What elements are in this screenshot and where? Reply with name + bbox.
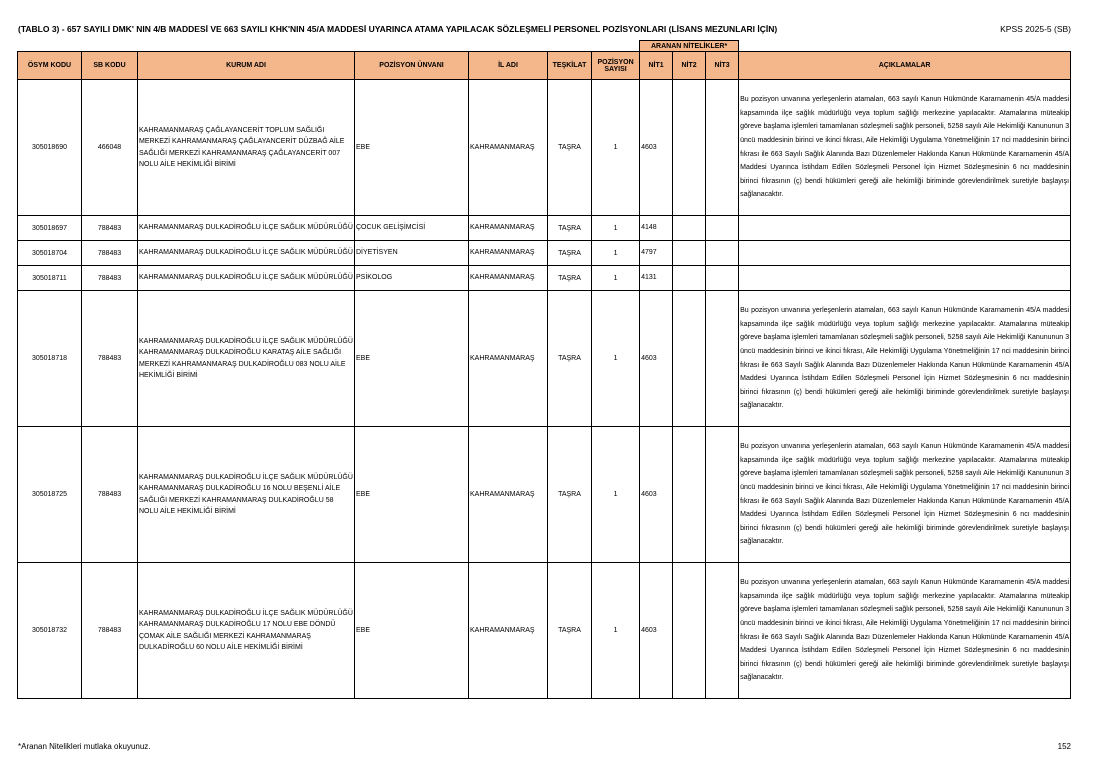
header-aranan-nitelikler: ARANAN NİTELİKLER* (640, 41, 739, 52)
cell-sb-kodu: 788483 (82, 563, 138, 699)
cell-kurum-adi: KAHRAMANMARAŞ ÇAĞLAYANCERİT TOPLUM SAĞLIĞI MERKEZİ KAHRAMANMARAŞ ÇAĞLAYANCERİT DÜZBAĞ AİLE SAĞLIĞI MERKEZİ KAHRAMANMARAŞ ÇAĞLAYANCERİT 007 NOLU AİLE HEKİMLİĞİ BİRİMİ (138, 80, 355, 216)
cell-nit1: 4148 (640, 216, 673, 241)
cell-nit3 (706, 241, 739, 266)
cell-osym-kodu: 305018690 (18, 80, 82, 216)
cell-osym-kodu: 305018697 (18, 216, 82, 241)
cell-teskilat: TAŞRA (548, 291, 592, 427)
cell-teskilat: TAŞRA (548, 427, 592, 563)
cell-nit2 (673, 427, 706, 563)
header-il-adi: İL ADI (469, 52, 548, 80)
cell-nit1: 4797 (640, 241, 673, 266)
cell-kurum-adi: KAHRAMANMARAŞ DULKADİROĞLU İLÇE SAĞLIK MÜDÜRLÜĞÜ (138, 266, 355, 291)
cell-sb-kodu: 466048 (82, 80, 138, 216)
cell-pozisyon-unvani: EBE (355, 563, 469, 699)
cell-kurum-adi: KAHRAMANMARAŞ DULKADİROĞLU İLÇE SAĞLIK MÜDÜRLÜĞÜ KAHRAMANMARAŞ DULKADİROĞLU 16 NOLU BEŞENLİ AİLE SAĞLIĞI MERKEZİ KAHRAMANMARAŞ DULKADİROĞLU 58 NOLU AİLE HEKİMLİĞİ BİRİMİ (138, 427, 355, 563)
header-sb-kodu: SB KODU (82, 52, 138, 80)
cell-nit2 (673, 80, 706, 216)
cell-sb-kodu: 788483 (82, 241, 138, 266)
cell-il-adi: KAHRAMANMARAŞ (469, 80, 548, 216)
header-nit2: NİT2 (673, 52, 706, 80)
header-pozisyon-sayisi: POZİSYON SAYISI (592, 52, 640, 80)
cell-sb-kodu: 788483 (82, 266, 138, 291)
header-row (18, 52, 1071, 80)
positions-table (17, 40, 1071, 699)
table-row (18, 216, 1071, 241)
page-number: 152 (1057, 742, 1071, 751)
table-row (18, 80, 1071, 216)
cell-kurum-adi: KAHRAMANMARAŞ DULKADİROĞLU İLÇE SAĞLIK MÜDÜRLÜĞÜ (138, 216, 355, 241)
cell-pozisyon-unvani: EBE (355, 80, 469, 216)
header-aciklamalar: AÇIKLAMALAR (739, 52, 1071, 80)
cell-pozisyon-unvani: PSİKOLOG (355, 266, 469, 291)
cell-nit3 (706, 266, 739, 291)
cell-teskilat: TAŞRA (548, 80, 592, 216)
cell-osym-kodu: 305018725 (18, 427, 82, 563)
cell-aciklama (739, 216, 1071, 241)
header-pozisyon-unvani: POZİSYON ÜNVANI (355, 52, 469, 80)
cell-pozisyon-sayisi: 1 (592, 291, 640, 427)
cell-osym-kodu: 305018718 (18, 291, 82, 427)
cell-nit3 (706, 216, 739, 241)
cell-teskilat: TAŞRA (548, 563, 592, 699)
cell-teskilat: TAŞRA (548, 266, 592, 291)
cell-teskilat: TAŞRA (548, 216, 592, 241)
cell-pozisyon-sayisi: 1 (592, 563, 640, 699)
cell-nit2 (673, 241, 706, 266)
header-nit1: NİT1 (640, 52, 673, 80)
table-title: (TABLO 3) - 657 SAYILI DMK' NIN 4/B MADDESİ VE 663 SAYILI KHK'NIN 45/A MADDESİ UYARINCA ATAMA YAPILACAK SÖZLEŞMELİ PERSONEL POZİSYONLARI (LİSANS MEZUNLARI İÇİN) (18, 24, 778, 34)
cell-pozisyon-sayisi: 1 (592, 216, 640, 241)
cell-sb-kodu: 788483 (82, 216, 138, 241)
table-row (18, 291, 1071, 427)
cell-pozisyon-unvani: DİYETİSYEN (355, 241, 469, 266)
cell-il-adi: KAHRAMANMARAŞ (469, 427, 548, 563)
cell-teskilat: TAŞRA (548, 241, 592, 266)
cell-nit1: 4603 (640, 563, 673, 699)
cell-aciklama (739, 266, 1071, 291)
table-row (18, 563, 1071, 699)
header-osym-kodu: ÖSYM KODU (18, 52, 82, 80)
cell-nit3 (706, 563, 739, 699)
cell-sb-kodu: 788483 (82, 427, 138, 563)
cell-nit2 (673, 266, 706, 291)
cell-pozisyon-unvani: ÇOCUK GELİŞİMCİSİ (355, 216, 469, 241)
cell-pozisyon-unvani: EBE (355, 291, 469, 427)
cell-nit3 (706, 291, 739, 427)
cell-nit3 (706, 80, 739, 216)
header-nit3: NİT3 (706, 52, 739, 80)
cell-il-adi: KAHRAMANMARAŞ (469, 216, 548, 241)
exam-code: KPSS 2025-5 (SB) (1000, 24, 1071, 34)
cell-nit2 (673, 291, 706, 427)
cell-kurum-adi: KAHRAMANMARAŞ DULKADİROĞLU İLÇE SAĞLIK MÜDÜRLÜĞÜ KAHRAMANMARAŞ DULKADİROĞLU 17 NOLU EBE DÖNDÜ ÇOMAK AİLE SAĞLIĞI MERKEZİ KAHRAMANMARAŞ DULKADİROĞLU 60 NOLU AİLE HEKİMLİĞİ BİRİMİ (138, 563, 355, 699)
cell-aciklama: Bu pozisyon unvanına yerleşenlerin atamaları, 663 sayılı Kanun Hükmünde Kararnamenin 45/A maddesi kapsamında ilçe sağlık müdürlüğü veya toplum sağlığı merkezine yapılacaktır. Atamalarına müteakip göreve başlama işlemleri tamamlanan sözleşmeli sağlık personeli, 5258 sayılı Aile Hekimliği Kanununun 3 üncü maddesinin birinci ve ikinci fıkrası, Aile Hekimliği Uygulama Yönetmeliğinin 17 nci maddesinin birinci fıkrası ile 663 Sayılı Sağlık Alanında Bazı Düzenlemeler Hakkında Kanun Hükmünde Kararnamenin 45/A Maddesi Uyarınca İstihdam Edilen Sözleşmeli Personel İçin Hizmet Sözleşmesinin 6 ncı maddesinin birinci fıkrasının (ç) bendi hükümleri gereği aile hekimliği biriminde görevlendirilmek suretiyle başlayışı sağlanacaktır. (739, 427, 1071, 563)
footnote: *Aranan Nitelikleri mutlaka okuyunuz. (18, 742, 151, 751)
cell-nit2 (673, 563, 706, 699)
cell-aciklama: Bu pozisyon unvanına yerleşenlerin atamaları, 663 sayılı Kanun Hükmünde Kararnamenin 45/A maddesi kapsamında ilçe sağlık müdürlüğü veya toplum sağlığı merkezine yapılacaktır. Atamalarına müteakip göreve başlama işlemleri tamamlanan sözleşmeli sağlık personeli, 5258 sayılı Aile Hekimliği Kanununun 3 üncü maddesinin birinci ve ikinci fıkrası, Aile Hekimliği Uygulama Yönetmeliğinin 17 nci maddesinin birinci fıkrası ile 663 Sayılı Sağlık Alanında Bazı Düzenlemeler Hakkında Kanun Hükmünde Kararnamenin 45/A Maddesi Uyarınca İstihdam Edilen Sözleşmeli Personel İçin Hizmet Sözleşmesinin 6 ncı maddesinin birinci fıkrasının (ç) bendi hükümleri gereği aile hekimliği biriminde görevlendirilmek suretiyle başlayışı sağlanacaktır. (739, 563, 1071, 699)
cell-osym-kodu: 305018732 (18, 563, 82, 699)
cell-sb-kodu: 788483 (82, 291, 138, 427)
cell-kurum-adi: KAHRAMANMARAŞ DULKADİROĞLU İLÇE SAĞLIK MÜDÜRLÜĞÜ KAHRAMANMARAŞ DULKADİROĞLU KARATAŞ AİLE SAĞLIĞI MERKEZİ KAHRAMANMARAŞ DULKADİROĞLU 083 NOLU AİLE HEKİMLİĞİ BİRİMİ (138, 291, 355, 427)
cell-kurum-adi: KAHRAMANMARAŞ DULKADİROĞLU İLÇE SAĞLIK MÜDÜRLÜĞÜ (138, 241, 355, 266)
cell-pozisyon-sayisi: 1 (592, 241, 640, 266)
table-row (18, 427, 1071, 563)
cell-nit1: 4603 (640, 291, 673, 427)
cell-nit1: 4603 (640, 80, 673, 216)
cell-pozisyon-sayisi: 1 (592, 80, 640, 216)
cell-osym-kodu: 305018704 (18, 241, 82, 266)
cell-il-adi: KAHRAMANMARAŞ (469, 241, 548, 266)
cell-aciklama: Bu pozisyon unvanına yerleşenlerin atamaları, 663 sayılı Kanun Hükmünde Kararnamenin 45/A maddesi kapsamında ilçe sağlık müdürlüğü veya toplum sağlığı merkezine yapılacaktır. Atamalarına müteakip göreve başlama işlemleri tamamlanan sözleşmeli sağlık personeli, 5258 sayılı Aile Hekimliği Kanununun 3 üncü maddesinin birinci ve ikinci fıkrası, Aile Hekimliği Uygulama Yönetmeliğinin 17 nci maddesinin birinci fıkrası ile 663 Sayılı Sağlık Alanında Bazı Düzenlemeler Hakkında Kanun Hükmünde Kararnamenin 45/A Maddesi Uyarınca İstihdam Edilen Sözleşmeli Personel İçin Hizmet Sözleşmesinin 6 ncı maddesinin birinci fıkrasının (ç) bendi hükümleri gereği aile hekimliği biriminde görevlendirilmek suretiyle başlayışı sağlanacaktır. (739, 80, 1071, 216)
cell-aciklama: Bu pozisyon unvanına yerleşenlerin atamaları, 663 sayılı Kanun Hükmünde Kararnamenin 45/A maddesi kapsamında ilçe sağlık müdürlüğü veya toplum sağlığı merkezine yapılacaktır. Atamalarına müteakip göreve başlama işlemleri tamamlanan sözleşmeli sağlık personeli, 5258 sayılı Aile Hekimliği Kanununun 3 üncü maddesinin birinci ve ikinci fıkrası, Aile Hekimliği Uygulama Yönetmeliğinin 17 nci maddesinin birinci fıkrası ile 663 Sayılı Sağlık Alanında Bazı Düzenlemeler Hakkında Kanun Hükmünde Kararnamenin 45/A Maddesi Uyarınca İstihdam Edilen Sözleşmeli Personel İçin Hizmet Sözleşmesinin 6 ncı maddesinin birinci fıkrasının (ç) bendi hükümleri gereği aile hekimliği biriminde görevlendirilmek suretiyle başlayışı sağlanacaktır. (739, 291, 1071, 427)
cell-pozisyon-sayisi: 1 (592, 266, 640, 291)
cell-osym-kodu: 305018711 (18, 266, 82, 291)
cell-aciklama (739, 241, 1071, 266)
header-kurum-adi: KURUM ADI (138, 52, 355, 80)
cell-il-adi: KAHRAMANMARAŞ (469, 266, 548, 291)
cell-il-adi: KAHRAMANMARAŞ (469, 563, 548, 699)
cell-nit1: 4603 (640, 427, 673, 563)
cell-nit1: 4131 (640, 266, 673, 291)
header-teskilat: TEŞKİLAT (548, 52, 592, 80)
cell-il-adi: KAHRAMANMARAŞ (469, 291, 548, 427)
cell-nit2 (673, 216, 706, 241)
cell-pozisyon-unvani: EBE (355, 427, 469, 563)
cell-pozisyon-sayisi: 1 (592, 427, 640, 563)
cell-nit3 (706, 427, 739, 563)
table-row (18, 241, 1071, 266)
table-row (18, 266, 1071, 291)
